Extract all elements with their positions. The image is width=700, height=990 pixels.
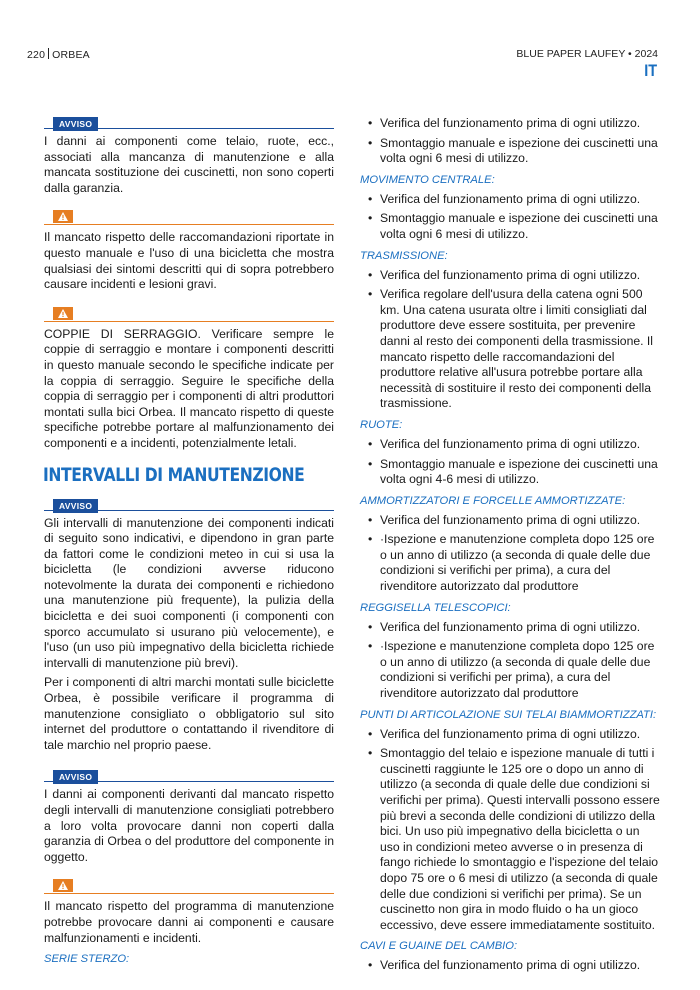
list-item: • Verifica del funzionamento prima di ogni utilizzo. <box>360 268 660 284</box>
category-heading: CAVI E GUAINE DEL CAMBIO: <box>360 940 518 953</box>
warning-box <box>44 307 334 452</box>
list-item: • Verifica del funzionamento prima di ogni utilizzo. <box>360 620 660 636</box>
list-item: • ·Ispezione e manutenzione completa dopo 125 ore o un anno di utilizzo (a seconda di quale delle due condizioni si verifichi per prima), a cura del rivenditore autorizzato dal produttore <box>360 532 660 594</box>
maintenance-list <box>360 192 660 243</box>
warning-header <box>44 307 334 322</box>
warning-icon <box>53 210 73 223</box>
notice-box <box>44 114 334 196</box>
intro-list <box>360 116 660 167</box>
list-item: • Verifica del funzionamento prima di ogni utilizzo. <box>360 727 660 743</box>
category-heading: TRASMISSIONE: <box>360 249 448 262</box>
category-heading: REGGISELLA TELESCOPICI: <box>360 601 511 614</box>
category-heading: PUNTI DI ARTICOLAZIONE SUI TELAI BIAMMORTIZZATI: <box>360 708 657 721</box>
warning-box <box>44 210 334 292</box>
notice-text: I danni ai componenti derivanti dal mancato rispetto degli intervalli di manutenzione consigliati potrebbero a loro volta provocare danni non coperti dalla garanzia di Orbea o del produttore del componente in oggetto. <box>44 787 334 864</box>
list-item: • Verifica del funzionamento prima di ogni utilizzo. <box>360 958 660 974</box>
notice-text: Per i componenti di altri marchi montati sulle biciclette Orbea, è possibile verificare il programma di manutenzione consigliato o obbligatorio sul sito internet del produttore o contattando il rivenditore di tale marchio nel proprio paese. <box>44 675 334 752</box>
maintenance-list <box>360 958 660 974</box>
avviso-tag: AVVISO <box>53 499 98 513</box>
category-heading: AMMORTIZZATORI E FORCELLE AMMORTIZZATE: <box>360 494 626 507</box>
maintenance-list <box>360 268 660 412</box>
maintenance-list <box>360 513 660 595</box>
header-divider <box>48 48 49 59</box>
brand-name: ORBEA <box>52 49 90 61</box>
notice-header <box>44 496 334 511</box>
notice-text: Gli intervalli di manutenzione dei componenti indicati di seguito sono indicativi, e dipendono in gran parte da fattori come le condizioni meteo in cui si usa la bicicletta (le condizioni avverse riducono notevolmente la durata dei componenti e richiedono una manutenzione più frequente), la pulizia della bicicletta e dei suoi componenti (i componenti con sporco accumulato si usurano più velocemente), e l'uso (un uso più impegnativo della bicicletta richiede intervalli di manutenzione più brevi). <box>44 515 334 670</box>
section-title: INTERVALLI DI MANUTENZIONE <box>43 463 305 486</box>
warning-header <box>44 879 334 894</box>
warning-icon <box>53 879 73 892</box>
avviso-tag: AVVISO <box>53 770 98 784</box>
maintenance-list <box>360 437 660 488</box>
document-title: BLUE PAPER LAUFEY • 2024 <box>516 48 658 60</box>
category-heading: MOVIMENTO CENTRALE: <box>360 173 495 186</box>
notice-header <box>44 767 334 782</box>
notice-box <box>44 767 334 865</box>
category-heading: RUOTE: <box>360 418 403 431</box>
warning-text: Il mancato rispetto delle raccomandazioni riportate in questo manuale e l'uso di una bicicletta che mostra qualsiasi dei sintomi descritti qui di sopra potrebbero causare incidenti e lesioni gravi. <box>44 230 334 292</box>
warning-text: COPPIE DI SERRAGGIO. Verificare sempre le coppie di serraggio e montare i componenti descritti in questo manuale secondo le specifiche indicate per la coppia di serraggio. Seguire le specifiche della coppia di serraggio per i componenti di altri produttori montati sulla bici Orbea. Il mancato rispetto di queste specifiche potrebbe portare al malfunzionamento dei componenti e a incidenti, potenzialmente letali. <box>44 326 334 450</box>
list-item: • Verifica del funzionamento prima di ogni utilizzo. <box>360 192 660 208</box>
list-item: • Smontaggio manuale e ispezione dei cuscinetti una volta ogni 4-6 mesi di utilizzo. <box>360 457 660 488</box>
list-item: • Smontaggio manuale e ispezione dei cuscinetti una volta ogni 6 mesi di utilizzo. <box>360 136 660 167</box>
page-number: 220 <box>27 49 46 61</box>
list-item: • Smontaggio del telaio e ispezione manuale di tutti i cuscinetti raggiunte le 125 ore o dopo un anno di utilizzo (a seconda di quale delle due condizioni si verifichi per prima). Questi intervalli possono essere più brevi a seconda delle condizioni di utilizzo della bici. Un uso più impegnativo della bicicletta o un uso in condizioni meteo avverse o in presenza di fango richiede lo smontaggio e l'ispezione del telaio dopo 75 ore o 6 mesi di utilizzo (a seconda di quale delle due condizioni si verifichi per prima). Se un cuscinetto non gira in modo fluido o ha un gioco eccessivo, deve essere immediatamente sostituito. <box>360 746 660 933</box>
maintenance-list <box>360 620 660 702</box>
notice-header <box>44 114 334 129</box>
list-item: • Verifica del funzionamento prima di ogni utilizzo. <box>360 116 660 132</box>
warning-text: Il mancato rispetto del programma di manutenzione potrebbe provocare danni ai componenti e causare malfunzionamenti e incidenti. <box>44 899 334 945</box>
left-column <box>44 114 334 971</box>
warning-icon <box>53 307 73 320</box>
right-column <box>360 116 660 978</box>
language-code: IT <box>644 61 657 80</box>
list-item: • Verifica del funzionamento prima di ogni utilizzo. <box>360 513 660 529</box>
avviso-tag: AVVISO <box>53 117 98 131</box>
warning-box <box>44 879 334 946</box>
list-item: • Verifica del funzionamento prima di ogni utilizzo. <box>360 437 660 453</box>
maintenance-list <box>360 727 660 934</box>
category-heading: SERIE STERZO: <box>44 953 130 966</box>
notice-text: I danni ai componenti come telaio, ruote, ecc., associati alla mancanza di manutenzione e alla mancata sostituzione dei cuscinetti, non sono coperti dalla garanzia. <box>44 134 334 195</box>
list-item: • ·Ispezione e manutenzione completa dopo 125 ore o un anno di utilizzo (a seconda di quale delle due condizioni si verifichi per prima), a cura del rivenditore autorizzato dal produttore <box>360 639 660 701</box>
list-item: • Smontaggio manuale e ispezione dei cuscinetti una volta ogni 6 mesi di utilizzo. <box>360 211 660 242</box>
warning-header <box>44 210 334 225</box>
notice-box <box>44 496 334 754</box>
list-item: • Verifica regolare dell'usura della catena ogni 500 km. Una catena usurata oltre i limiti consigliati dal produttore deve essere sostituita, per prevenire danni al resto dei componenti della trasmissione. Il mancato rispetto delle raccomandazioni del produttore relative all'usura potrebbe portare alla necessità di sostituire il resto dei componenti della trasmissione. <box>360 287 660 412</box>
header-left <box>27 48 90 61</box>
